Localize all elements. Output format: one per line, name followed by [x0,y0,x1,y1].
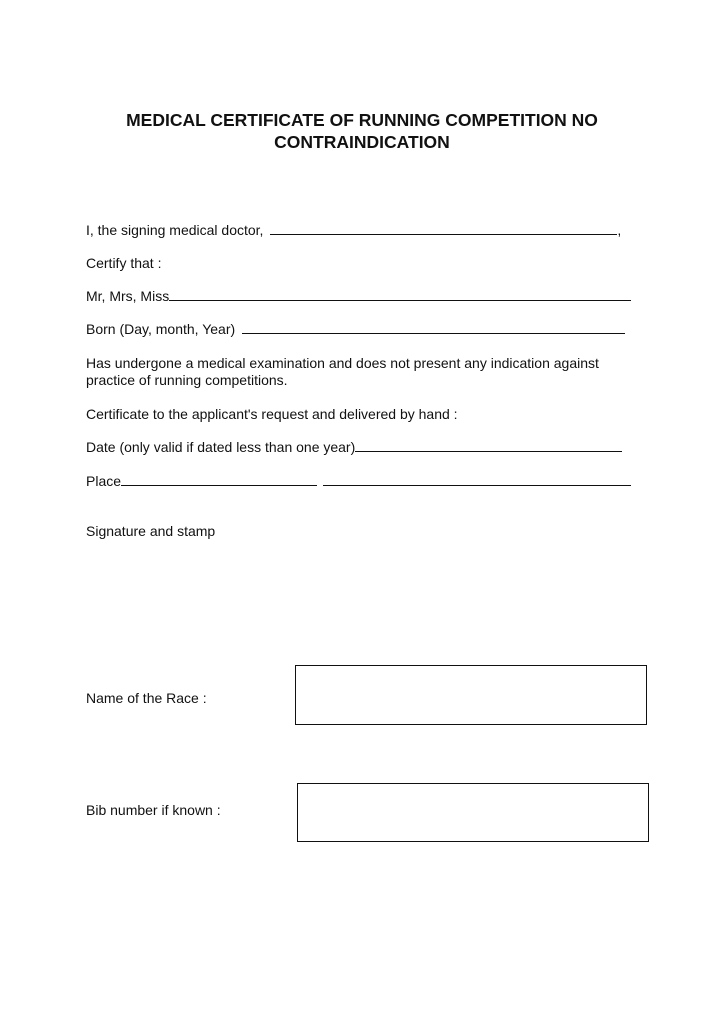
place-label: Place [86,473,122,489]
patient-name-row [86,288,631,305]
race-name-box[interactable] [295,665,647,725]
title-line-1: MEDICAL CERTIFICATE OF RUNNING COMPETITION NO [126,110,598,130]
doctor-trailing-comma: , [617,222,622,238]
doctor-row [86,222,621,239]
date-row [86,439,622,456]
document-title [60,109,664,153]
patient-name-label: Mr, Mrs, Miss [86,288,170,304]
place-field[interactable] [121,473,317,486]
certify-row [86,255,161,272]
patient-name-field[interactable] [169,288,631,301]
bib-row [86,802,221,819]
date-label: Date (only valid if dated less than one year) [86,439,356,455]
request-row [86,406,458,423]
place-extra-field[interactable] [323,473,631,486]
birth-date-field[interactable] [242,321,625,334]
bib-number-label: Bib number if known : [86,802,221,818]
birth-date-label: Born (Day, month, Year) [86,321,236,337]
birth-date-row [86,321,625,338]
request-label: Certificate to the applicant's request and delivered by hand : [86,406,458,422]
doctor-label: I, the signing medical doctor, [86,222,264,238]
bib-number-box[interactable] [297,783,649,842]
race-row [86,690,207,707]
signature-label: Signature and stamp [86,523,216,539]
certify-label: Certify that : [86,255,162,271]
place-row [86,473,631,490]
doctor-name-field[interactable] [270,222,617,235]
race-name-label: Name of the Race : [86,690,207,706]
date-field[interactable] [355,439,622,452]
medical-statement: Has undergone a medical examination and does not present any indication against practice of running competitions. [86,355,599,388]
title-line-2: CONTRAINDICATION [274,132,450,152]
signature-row [86,523,215,540]
